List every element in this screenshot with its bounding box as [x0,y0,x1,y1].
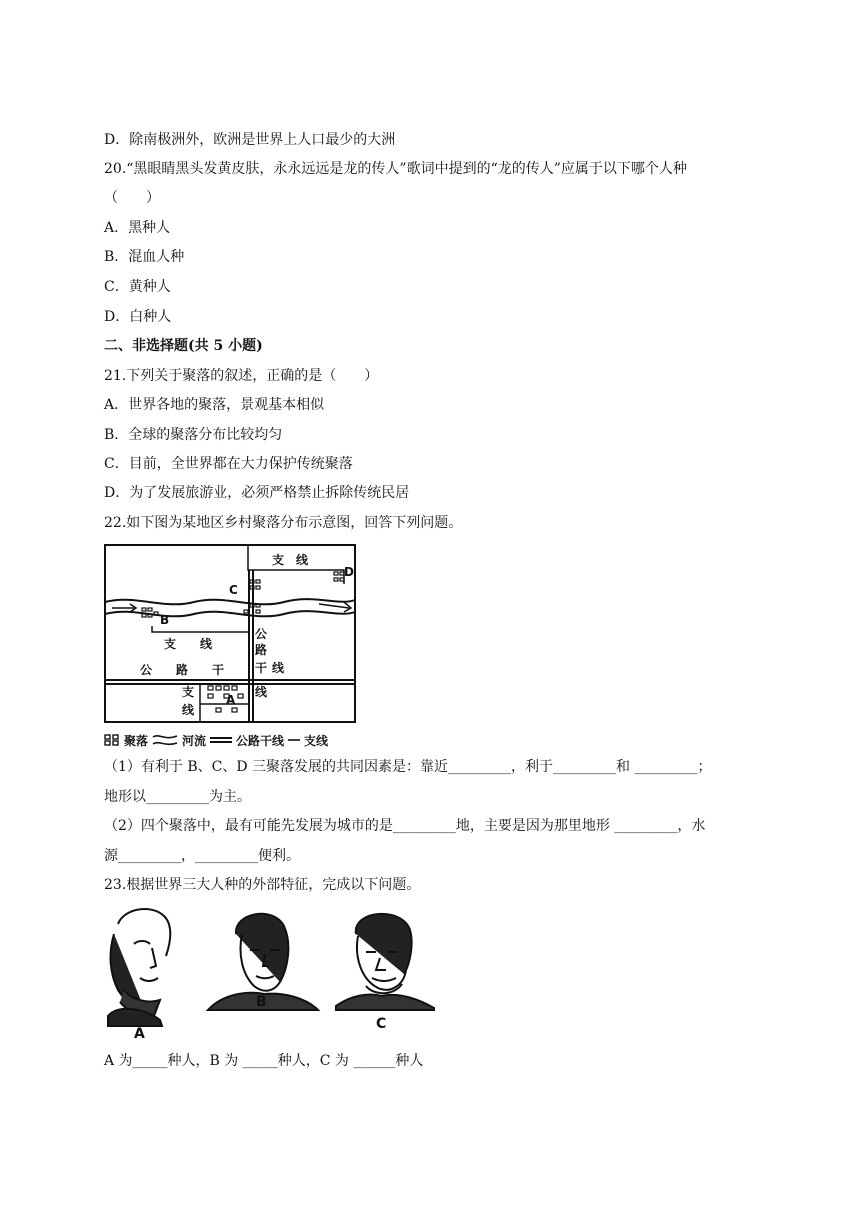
map-label-trunk-v2: 路 [255,643,268,657]
river-legend-icon [152,733,178,747]
branch-road-legend-icon [288,736,300,744]
legend-settlement-label: 聚落 [124,733,149,748]
map-label-xian: 线 [255,685,268,699]
legend-branch-label: 支线 [304,733,329,748]
q22-sub1-line2: 地形以_________为主。 [104,789,251,805]
trunk-road-legend-icon [210,736,232,744]
q21-stem: 21.下列关于聚落的叙述，正确的是（ ） [104,368,379,384]
map-label-point-b: B [160,613,170,627]
legend-trunk-label: 公路干线 [236,733,285,748]
river-line-top [105,599,355,604]
map-label-point-c: C [229,583,238,597]
map-label-trunk: 公 路 干 [140,663,225,677]
map-label-trunk-v1: 公 [255,627,268,641]
map-label-branch-bottom-1: 支 [182,685,195,699]
section-title: 二、非选择题(共 5 小题) [104,338,263,354]
q22-stem: 22.如下图为某地区乡村聚落分布示意图，回答下列问题。 [104,515,463,531]
map-legend [104,730,328,750]
q22-sub1-line1: （1）有利于 B、C、D 三聚落发展的共同因素是：靠近_________，利于_________和 _________； [104,759,712,775]
map-label-point-d: D [344,565,354,579]
q22-sub2-line2: 源_________，_________便利。 [104,848,300,864]
q21-option-d: D．为了发展旅游业，必须严格禁止拆除传统民居 [104,485,410,501]
portrait-c-label: C [376,1016,387,1032]
q21-option-b: B．全球的聚落分布比较均匀 [104,427,283,443]
race-portraits [104,904,444,1038]
portrait-a-label: A [134,1026,145,1038]
map-label-trunk-v3: 干 [255,661,268,675]
map-label-branch-mid: 支 线 [164,637,213,651]
portrait-a [108,909,170,1026]
portrait-c [336,914,434,1010]
river-arrow-right [319,602,351,612]
q20-stem-paren: （ ） [104,190,160,206]
q20-option-b: B．混血人种 [104,249,185,265]
q23-stem: 23.根据世界三大人种的外部特征，完成以下问题。 [104,877,421,893]
settlement-d [334,572,344,581]
map-label-trunk-v4: 线 [272,661,285,675]
q20-stem: 20.“黑眼睛黑头发黄皮肤，永永远远是龙的传人”歌词中提到的“龙的传人”应属于以下哪个人种 [104,161,687,177]
settlement-legend-icon [104,734,120,746]
q23-answer: A 为_____种人，B 为 _____种人，C 为 ______种人 [104,1053,424,1069]
q22-sub2-line1: （2）四个聚落中，最有可能先发展为城市的是_________地，主要是因为那里地形 _________，水 [104,818,706,834]
map-label-branch-bottom-2: 线 [182,703,195,717]
settlement-map [104,544,356,724]
q20-option-a: A．黑种人 [104,220,171,236]
q21-option-a: A．世界各地的聚落，景观基本相似 [104,397,325,413]
portrait-b-label: B [256,994,267,1010]
q21-option-c: C．目前，全世界都在大力保护传统聚落 [104,456,353,472]
q19-option-d: D．除南极洲外，欧洲是世界上人口最少的大洲 [104,132,396,148]
map-label-branch-top: 支 线 [272,553,309,567]
q20-option-d: D．白种人 [104,309,172,325]
q20-option-c: C．黄种人 [104,279,171,295]
legend-river-label: 河流 [182,733,207,748]
map-label-point-a: A [226,693,236,707]
